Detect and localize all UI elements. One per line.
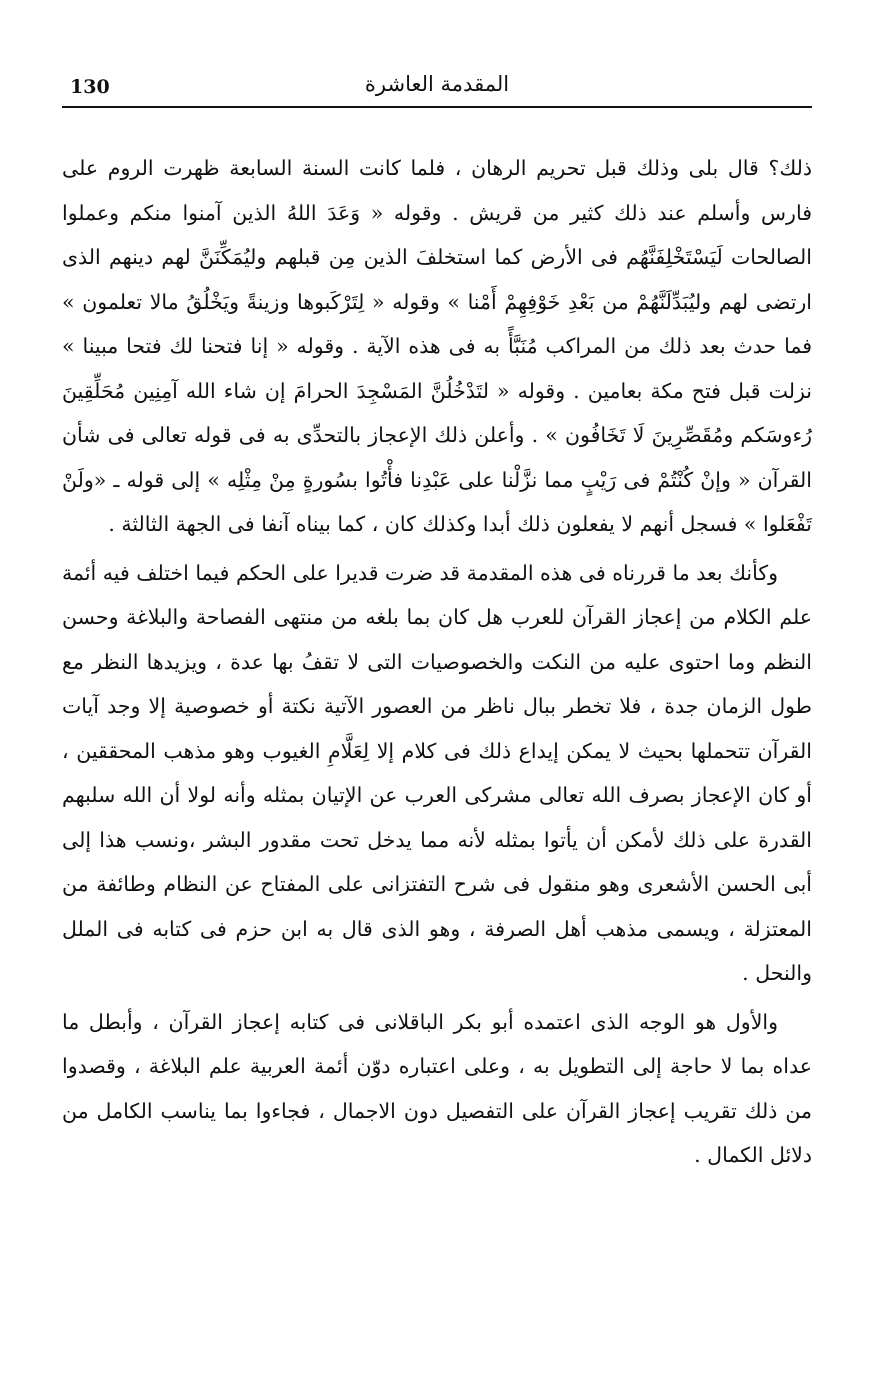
page-header — [62, 66, 812, 108]
running-title: المقدمة العاشرة — [364, 72, 510, 96]
paragraph-2: وكأنك بعد ما قررناه فى هذه المقدمة قد ضرت قديرا على الحكم فيما اختلف فيه أئمة علم الكلام من إعجاز القرآن للعرب هل كان بما بلغه من منتهى الفصاحة والبلاغة وحسن النظم وما احتوى عليه من النكت والخصوصيات التى لا تقفُ بها عدة ، ويزيدها النظر مع طول الزمان جدة ، فلا تخطر ببال ناظر من العصور الآتية نكتة أو خصوصية إلا وجد آيات القرآن تتحملها بحيث لا يمكن إيداع ذلك فى كلام إلا لِعَلَّامِ الغيوب وهو مذهب المحققين ، أو كان الإعجاز بصرف الله تعالى مشركى العرب عن الإتيان بمثله وأنه لولا أن الله سلبهم القدرة على ذلك لأمكن أن يأتوا بمثله لأنه مما يدخل تحت مقدور البشر ،ونسب هذا إلى أبى الحسن الأشعرى وهو منقول فى شرح التفتزانى على المفتاح عن النظام وطائفة من المعتزلة ، ويسمى مذهب أهل الصرفة ، وهو الذى قال به ابن حزم فى كتابه فى الملل والنحل . — [62, 560, 812, 985]
paragraph-3: والأول هو الوجه الذى اعتمده أبو بكر الباقلانى فى كتابه إعجاز القرآن ، وأبطل ما عداه بما لا حاجة إلى التطويل به ، وعلى اعتباره دوّن أئمة العربية علم البلاغة ، وقصدوا من ذلك تقريب إعجاز القرآن على التفصيل دون الاجمال ، فجاءوا بما يناسب الكامل من دلائل الكمال . — [62, 1009, 812, 1167]
page-number: 130 — [70, 76, 110, 98]
header-rule — [62, 106, 812, 108]
paragraph-1: ذلك؟ قال بلى وذلك قبل تحريم الرهان ، فلما كانت السنة السابعة ظهرت الروم على فارس وأسلم عند ذلك كثير من قريش . وقوله « وَعَدَ اللهُ الذين آمنوا منكم وعملوا الصالحات لَيَسْتَخْلِفَنَّهُم فى الأرض كما استخلفَ الذين مِن قبلهم وليُمَكِّنَنَّ لهم دينهم الذى ارتضى لهم وليُبَدِّلَنَّهُمْ من بَعْدِ خَوْفِهِمْ أَمْنا » وقوله « لِتَرْكَبوها وزينةً ويَخْلُقُ مالا تعلمون » فما حدث بعد ذلك من المراكب مُنَبَّأً به فى هذه الآية . وقوله « إنا فتحنا لك فتحا مبينا » نزلت قبل فتح مكة بعامين . وقوله « لتَدْخُلُنَّ المَسْجِدَ الحرامَ إن شاء الله آمِنِين مُحَلِّقِينَ رُءوسَكم ومُقَصِّرِينَ لَا تَخَافُون » . وأعلن ذلك الإعجاز بالتحدِّى به فى قوله تعالى فى شأن القرآن « وإنْ كُنْتُمْ فى رَيْبٍ مما نزَّلْنا على عَبْدِنا فأْتُوا بسُورةٍ مِنْ مِثْلِه » إلى قوله ـ «ولَنْ تَفْعَلوا » فسجل أنهم لا يفعلون ذلك أبدا وكذلك كان ، كما بيناه آنفا فى الجهة الثالثة . — [62, 156, 812, 536]
body-text — [62, 146, 812, 1178]
